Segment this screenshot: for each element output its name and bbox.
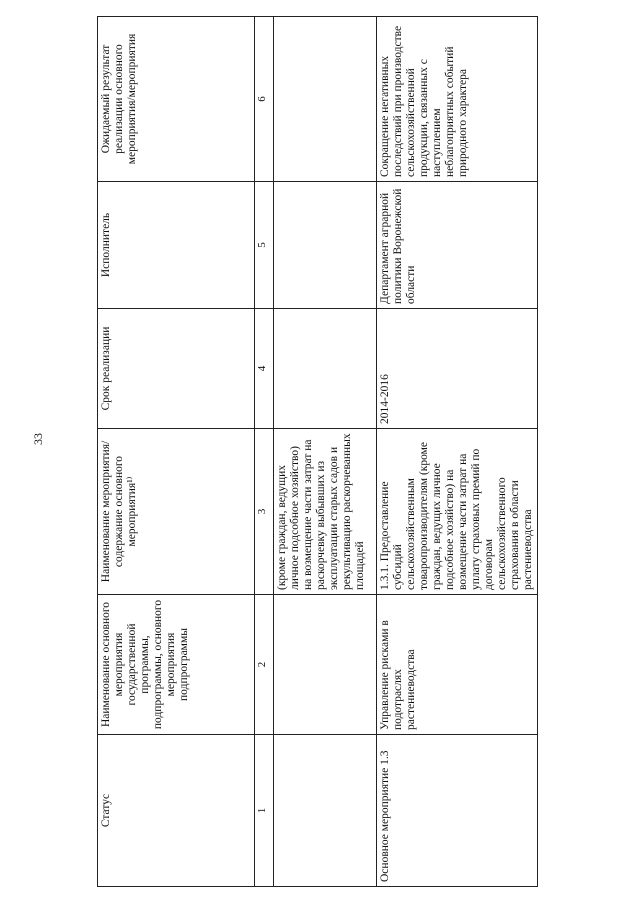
cell-measure: 1.3.1. Предоставление субсидий сельскохозяйственным товаропроизводителям (кроме граждан, ведущих личное подсобное хозяйство) на возмещение части затрат на уплату страховых премий по договорам сельскохозяйственного страхования в области растениеводства	[377, 429, 538, 595]
column-number: 2	[255, 595, 274, 735]
cell-status: Основное мероприятие 1.3	[377, 735, 538, 887]
column-number-row	[255, 17, 274, 887]
header-period: Срок реализации	[98, 309, 255, 429]
table-header-row	[98, 17, 255, 887]
cell-result	[274, 17, 377, 182]
cell-period	[274, 309, 377, 429]
table-row	[274, 17, 377, 887]
column-number: 6	[255, 17, 274, 182]
header-status: Статус	[98, 735, 255, 887]
table-row	[377, 17, 538, 887]
rotated-table-container	[97, 17, 534, 887]
cell-program: Управление рисками в подотраслях растениеводства	[377, 595, 538, 735]
column-number: 5	[255, 182, 274, 309]
cell-program	[274, 595, 377, 735]
header-executor: Исполнитель	[98, 182, 255, 309]
header-measure: Наименование мероприятия/содержание основного мероприятия¹⁾	[98, 429, 255, 595]
header-result: Ожидаемый результат реализации основного мероприятия/мероприятия	[98, 17, 255, 182]
cell-executor	[274, 182, 377, 309]
cell-result: Сокращение негативных последствий при производстве сельскохозяйственной продукции, связанных с наступлением неблагоприятных событий природного характера	[377, 17, 538, 182]
cell-executor: Департамент аграрной политики Воронежской области	[377, 182, 538, 309]
program-measures-table	[97, 16, 538, 887]
header-program: Наименование основного мероприятия государственной программы, подпрограммы, основного мероприятия подпрограммы	[98, 595, 255, 735]
column-number: 3	[255, 429, 274, 595]
column-number: 4	[255, 309, 274, 429]
page-number: 33	[31, 433, 45, 445]
cell-measure: (кроме граждан, ведущих личное подсобное хозяйство) на возмещение части затрат на раскорчевку выбывших из эксплуатации старых садов и рекультивацию раскорчеванных площадей	[274, 429, 377, 595]
column-number: 1	[255, 735, 274, 887]
cell-period: 2014-2016	[377, 309, 538, 429]
cell-status	[274, 735, 377, 887]
